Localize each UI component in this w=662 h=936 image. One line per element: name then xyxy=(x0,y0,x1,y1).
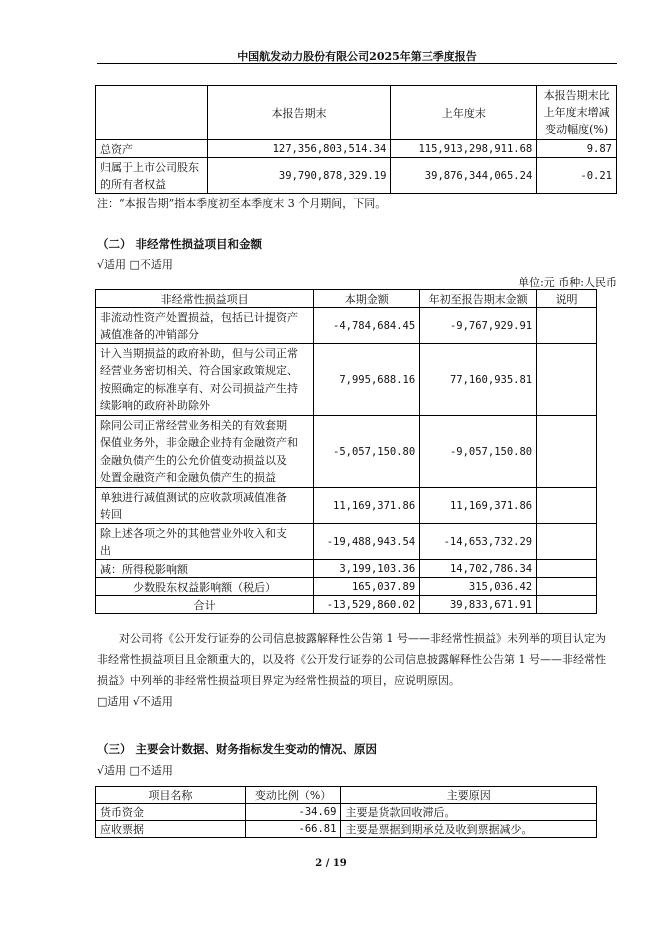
table-row xyxy=(96,416,597,488)
row-note xyxy=(537,524,597,560)
row-item-line: 续影响的政府补助除外 xyxy=(100,399,210,412)
table-row xyxy=(96,560,597,578)
table-row xyxy=(96,158,617,194)
table-row xyxy=(96,578,597,596)
header-cell-current: 本期金额 xyxy=(314,290,420,308)
header-cell-reason: 主要原因 xyxy=(341,787,597,804)
non-recurring-table xyxy=(95,289,597,614)
table-row xyxy=(96,524,597,560)
row-note xyxy=(537,344,597,416)
row-ytd: 315,036.42 xyxy=(420,578,537,596)
header-cell-name: 项目名称 xyxy=(96,787,246,804)
header-cell-item: 非经常性损益项目 xyxy=(96,290,314,308)
row-ytd: -14,653,732.29 xyxy=(420,524,537,560)
change-reason-table xyxy=(95,786,597,838)
row-ratio: -34.69 xyxy=(245,804,341,821)
row-current: 3,199,103.36 xyxy=(314,560,420,578)
row-item-line: 按照确定的标准享有、对公司损益产生持 xyxy=(100,381,298,395)
row-ytd: 11,169,371.86 xyxy=(420,488,537,524)
section-3-applicability: √适用 □不适用 xyxy=(97,764,173,777)
row-ratio: -66.81 xyxy=(245,821,341,838)
row-current: 127,356,803,514.34 xyxy=(207,140,391,158)
table-header-row xyxy=(96,290,597,308)
row-current: 39,790,878,329.19 xyxy=(207,158,391,194)
row-item xyxy=(96,488,314,524)
row-note xyxy=(537,488,597,524)
row-note xyxy=(537,578,597,596)
row-item-line: 除上述各项之外的其他营业外收入和支 xyxy=(100,526,287,540)
page-header-title: 中国航发动力股份有限公司2025年第三季度报告 xyxy=(237,50,477,63)
table-header-row xyxy=(96,86,617,140)
row-name: 货币资金 xyxy=(96,804,246,821)
row-item xyxy=(96,416,314,488)
row-prior: 115,913,298,911.68 xyxy=(391,140,537,158)
row-label-line: 归属于上市公司股东 xyxy=(100,160,199,174)
header-change-line: 本报告期末比 xyxy=(543,89,610,102)
table-header-row xyxy=(96,787,597,804)
row-note xyxy=(537,308,597,344)
row-item xyxy=(96,524,314,560)
row-change: -0.21 xyxy=(537,158,617,194)
section-2-applicability: √适用 □不适用 xyxy=(97,258,173,271)
row-current: 7,995,688.16 xyxy=(314,344,420,416)
row-item-line: 除同公司正常经营业务相关的有效套期 xyxy=(100,418,287,432)
explanation-paragraph: 对公司将《公开发行证券的公司信息披露解释性公告第 1 号——非经常性损益》未列举的项目认定为非经常性损益项目且金额重大的，以及将《公开发行证券的公司信息披露解释性公告第 1 号——非经常性损益》中列举的非经常性损益项目界定为经常性损益的项目，应说明原因。 xyxy=(97,632,606,687)
row-item-line: 出 xyxy=(100,543,111,557)
row-current: -5,057,150.80 xyxy=(314,416,420,488)
row-label-line: 的所有者权益 xyxy=(100,177,166,191)
row-item-line: 金融负债产生的公允价值变动损益以及 xyxy=(100,453,287,467)
row-label: 总资产 xyxy=(96,140,208,158)
section-3-title: （三） 主要会计数据、财务指标发生变动的情况、原因 xyxy=(97,742,378,756)
row-current: -4,784,684.45 xyxy=(314,308,420,344)
row-ytd: -9,767,929.91 xyxy=(420,308,537,344)
row-item-line: 处置金融资产和金融负债产生的损益 xyxy=(100,471,276,484)
row-note xyxy=(537,596,597,614)
unit-label: 单位:元 币种:人民币 xyxy=(518,276,617,289)
row-current: -19,488,943.54 xyxy=(314,524,420,560)
row-current: -13,529,860.02 xyxy=(314,596,420,614)
header-change-line: 上年度末增减 xyxy=(543,106,610,119)
row-change: 9.87 xyxy=(537,140,617,158)
row-item-line: 保值业务外，非金融企业持有金融资产和 xyxy=(100,436,298,449)
table-row xyxy=(96,821,597,838)
row-current: 11,169,371.86 xyxy=(314,488,420,524)
row-item-line: 计入当期损益的政府补助，但与公司正常 xyxy=(100,346,298,360)
row-item-line: 非流动性资产处置损益，包括已计提资产 xyxy=(100,310,298,324)
table-total-row xyxy=(96,596,597,614)
header-cell-note: 说明 xyxy=(537,290,597,308)
row-reason: 主要是货款回收滞后。 xyxy=(341,804,597,821)
page-number: 2 / 19 xyxy=(315,858,347,869)
row-item xyxy=(96,308,314,344)
header-cell-ratio: 变动比例（%） xyxy=(245,787,341,804)
row-item-line: 转回 xyxy=(100,507,122,521)
row-ytd: 39,833,671.91 xyxy=(420,596,537,614)
row-name: 应收票据 xyxy=(96,821,246,838)
row-item-line: 经营业务密切相关、符合国家政策规定、 xyxy=(100,364,298,377)
row-item-line: 减值准备的冲销部分 xyxy=(100,327,199,341)
table-row xyxy=(96,488,597,524)
table-row xyxy=(96,308,597,344)
header-cell-empty xyxy=(96,86,208,140)
row-label xyxy=(96,158,208,194)
header-cell-ytd: 年初至报告期末金额 xyxy=(420,290,537,308)
row-item: 减：所得税影响额 xyxy=(96,560,314,578)
header-cell-prior: 上年度末 xyxy=(391,86,537,140)
table-note: 注：“本报告期”指本季度初至本季度末 3 个月期间，下同。 xyxy=(97,197,387,210)
header-rule xyxy=(97,63,617,64)
header-cell-current: 本报告期末 xyxy=(207,86,391,140)
row-item: 少数股东权益影响额（税后） xyxy=(96,578,314,596)
row-item xyxy=(96,344,314,416)
table-row xyxy=(96,804,597,821)
table-row xyxy=(96,344,597,416)
section-2-applicability-2: □适用 √不适用 xyxy=(97,695,173,708)
balance-table xyxy=(95,85,617,194)
row-note xyxy=(537,560,597,578)
section-2-title: （二） 非经常性损益项目和金额 xyxy=(97,237,263,251)
table-row xyxy=(96,140,617,158)
row-ytd: 14,702,786.34 xyxy=(420,560,537,578)
header-cell-change xyxy=(537,86,617,140)
row-item: 合计 xyxy=(96,596,314,614)
row-ytd: 77,160,935.81 xyxy=(420,344,537,416)
row-note xyxy=(537,416,597,488)
row-prior: 39,876,344,065.24 xyxy=(391,158,537,194)
header-change-line: 变动幅度(%) xyxy=(545,123,609,136)
row-item-line: 单独进行减值测试的应收款项减值准备 xyxy=(100,490,287,504)
row-ytd: -9,057,150.80 xyxy=(420,416,537,488)
row-current: 165,037.89 xyxy=(314,578,420,596)
row-reason: 主要是票据到期承兑及收到票据减少。 xyxy=(341,821,597,838)
